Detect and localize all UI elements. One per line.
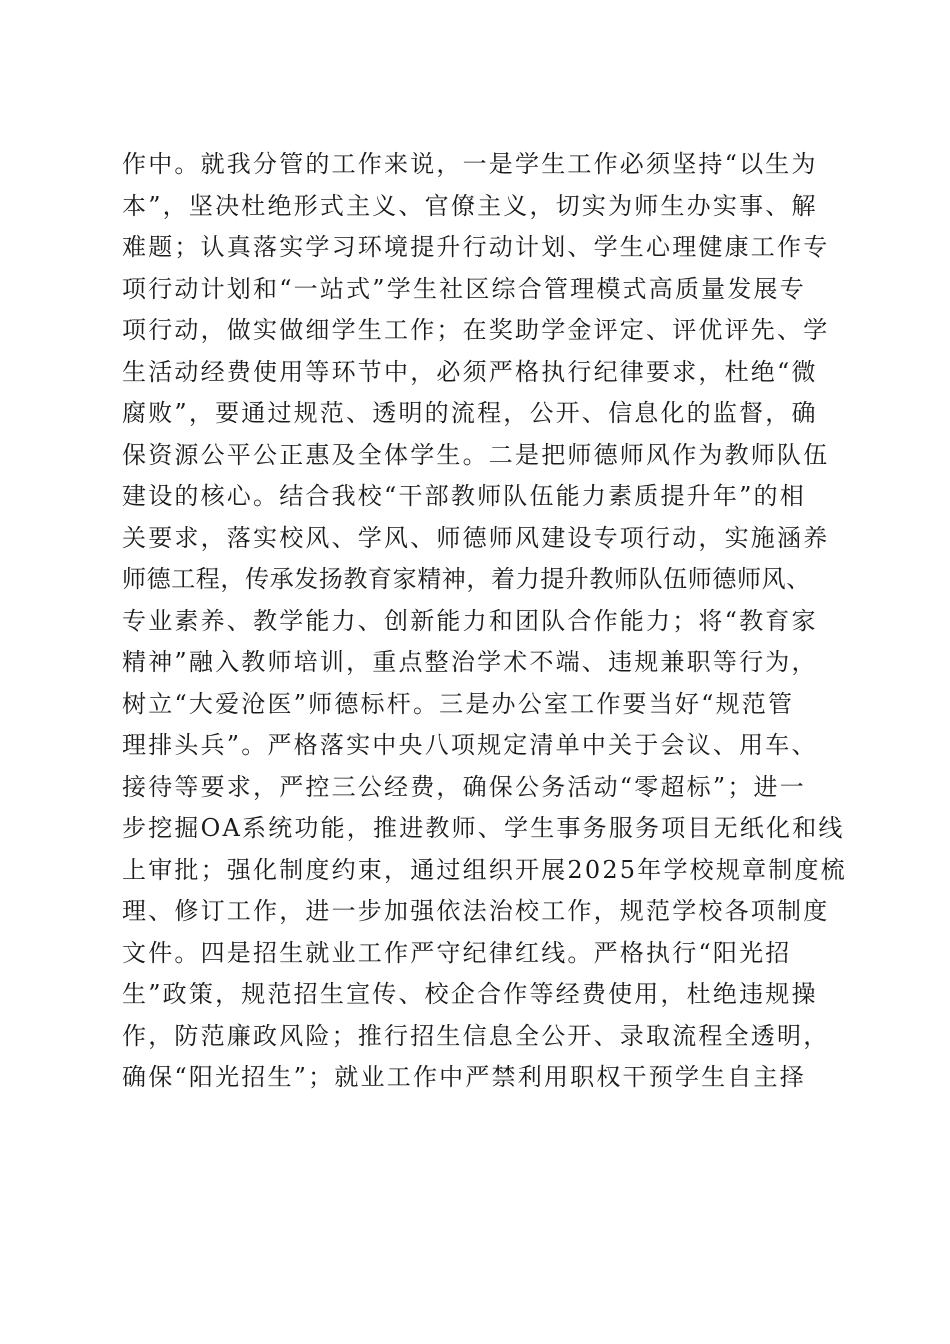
text-line: 难题；认真落实学习环境提升行动计划、学生心理健康工作专 — [122, 233, 830, 261]
text-line: 建设的核心。结合我校“干部教师队伍能力素质提升年”的相 — [122, 482, 806, 510]
text-line: 理排头兵”。严格落实中央八项规定清单中关于会议、用车、 — [122, 731, 818, 759]
text-line: 文件。四是招生就业工作严守纪律红线。严格执行“阳光招 — [122, 938, 792, 967]
text-line: 关要求，落实校风、学风、师德师风建设专项行动，实施涵养 — [122, 523, 830, 552]
text-line: 理、修订工作，进一步加强依法治校工作，规范学校各项制度 — [122, 897, 830, 925]
text-line: 作，防范廉政风险；推行招生信息全公开、录取流程全透明， — [122, 1021, 830, 1050]
text-line: 精神”融入教师培训，重点整治学术不端、违规兼职等行为， — [122, 648, 818, 676]
text-line: 腐败”，要通过规范、透明的流程，公开、信息化的监督，确 — [122, 399, 818, 427]
text-line: 上审批；强化制度约束，通过组织开展2025年学校规章制度梳 — [122, 855, 847, 884]
text-line: 确保“阳光招生”；就业工作中严禁利用职权干预学生自主择 — [122, 1063, 806, 1091]
text-line: 生”政策，规范招生宣传、校企合作等经费使用，杜绝违规操 — [122, 980, 818, 1008]
text-line: 项行动计划和“一站式”学生社区综合管理模式高质量发展专 — [122, 274, 806, 303]
text-line: 树立“大爱沧医”师德标杆。三是办公室工作要当好“规范管 — [122, 689, 795, 718]
text-line: 本”，坚决杜绝形式主义、官僚主义，切实为师生办实事、解 — [122, 191, 818, 220]
text-line: 保资源公平公正惠及全体学生。二是把师德师风作为教师队伍 — [122, 440, 830, 469]
text-line: 作中。就我分管的工作来说，一是学生工作必须坚持“以生为 — [122, 150, 818, 178]
text-line: 接待等要求，严控三公经费，确保公务活动“零超标”；进一 — [122, 772, 806, 801]
text-line: 项行动，做实做细学生工作；在奖助学金评定、评优评先、学 — [122, 316, 830, 344]
text-line: 生活动经费使用等环节中，必须严格执行纪律要求，杜绝“微 — [122, 357, 818, 386]
text-line: 专业素养、教学能力、创新能力和团队合作能力；将“教育家 — [122, 606, 818, 635]
text-line: 步挖掘OA系统功能，推进教师、学生事务服务项目无纸化和线 — [122, 814, 845, 842]
body-paragraph — [122, 144, 847, 1099]
text-line: 师德工程，传承发扬教育家精神，着力提升教师队伍师德师风、 — [122, 565, 811, 593]
